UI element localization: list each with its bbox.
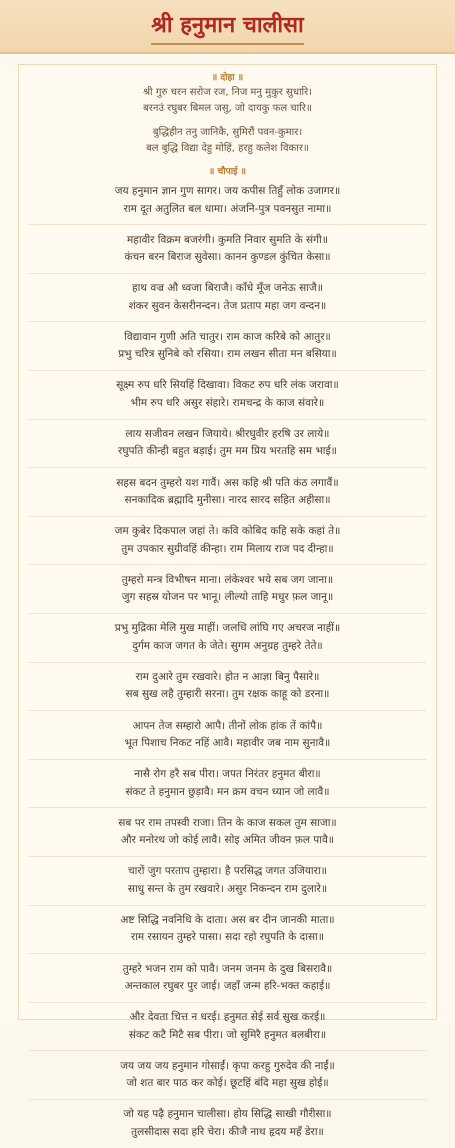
chaupai-verse-line: राम रसायन तुम्हरे पासा। सदा रहो रघुपति के दासा॥ bbox=[130, 931, 325, 944]
chaupai-verse-line: जो यह पढ़ै हनुमान चालीसा। होय सिद्धि साखी गौरीसा॥ bbox=[123, 1108, 332, 1121]
chaupai-verse-line: दुर्गम काज जगत के जेते। सुगम अनुग्रह तुम्हरे तेते॥ bbox=[132, 639, 323, 652]
chaupai-verse bbox=[29, 766, 426, 808]
chaupai-verse-line: जय जय जय हनुमान गोसाईं। कृपा करहु गुरुदेव की नाईं॥ bbox=[120, 1059, 335, 1072]
chaupai-verse bbox=[29, 280, 426, 322]
chaupai-verse bbox=[29, 620, 426, 662]
doha-verse-line: बरनउं रघुबर बिमल जसु, जो दायकु फल चारि॥ bbox=[143, 103, 312, 114]
chaupai-verse-line: जुग सहस्र योजन पर भानू। लील्यो ताहि मधुर फ़ल जानू॥ bbox=[121, 591, 334, 604]
chaupai-verse bbox=[29, 669, 426, 711]
chaupai-verse bbox=[29, 377, 426, 419]
chaupai-verse-line: तुम्हरे भजन राम को पावै। जनम जनम के दुख बिसरावै॥ bbox=[122, 962, 333, 975]
chaupai-verse-line: भीम रुप धरि असुर संहारे। रामचन्द्र के काज संवारे॥ bbox=[130, 396, 325, 409]
chalisa-card bbox=[18, 64, 437, 1138]
chaupai-verse-line: जय हनुमान ज्ञान गुण सागर। जय कपीस तिहुँ लोक उजागर॥ bbox=[114, 185, 341, 197]
chaupai-verse bbox=[29, 232, 426, 274]
chaupai-verse-line: जम कुबेर दिकपाल जहां ते। कवि कोबिद कहि सके कहां ते॥ bbox=[114, 525, 341, 538]
chaupai-verse-line: तुम्हरो मन्त्र विभीषन माना। लंकेश्वर भये सब जग जाना॥ bbox=[121, 573, 334, 586]
chaupai-verse bbox=[29, 572, 426, 614]
doha-verse bbox=[29, 85, 426, 121]
chaupai-verse-line: सनकादिक ब्रह्मादि मुनीसा। नारद सारद सहित अहीसा॥ bbox=[124, 494, 331, 507]
chaupai-verse-line: प्रभु मुद्रिका मेलि मुख माहीं। जलधि लांघि गए अचरज नाहीं॥ bbox=[114, 622, 341, 635]
chaupai-verse-line: और देवता चित्त न धरई। हनुमत सेई सर्व सुख करई॥ bbox=[129, 1011, 326, 1024]
chaupai-verse-line: प्रभु चरित्र सुनिबे को रसिया। राम लखन सीता मन बसिया॥ bbox=[118, 348, 337, 361]
chaupai-verse bbox=[29, 815, 426, 857]
chaupai-verse bbox=[29, 1009, 426, 1051]
chaupai-verse-line: रघुपति कीन्ही बहुत बड़ाई। तुम मम प्रिय भरतहि सम भाई॥ bbox=[118, 445, 337, 458]
chaupai-verse-line: राम दूत अतुलित बल धामा। अंजनि-पुत्र पवनसुत नामा॥ bbox=[123, 202, 332, 215]
chaupai-verse bbox=[29, 426, 426, 468]
chaupai-verse-line: सहस बदन तुम्हरो यश गावैं। अस कहि श्री पति कंठ लगावैं॥ bbox=[116, 476, 339, 489]
doha-verse bbox=[29, 125, 426, 161]
page-title: श्री हनुमान चालीसा bbox=[151, 11, 303, 45]
chaupai-verse-line: कंचन बरन बिराज सुवेसा। कानन कुण्डल कुंचित केसा॥ bbox=[124, 251, 331, 264]
chaupai-verse bbox=[29, 863, 426, 905]
chaupai-verse-line: विद्यावान गुणी अति चातुर। राम काज करिबे को आतुर॥ bbox=[124, 330, 331, 343]
chaupai-verse-line: भूत पिशाच निकट नहिं आवै। महावीर जब नाम सुनावै॥ bbox=[124, 737, 331, 750]
chaupai-verse-line: साधु सन्त के तुम रखवारे। असुर निकन्दन राम दुलारे॥ bbox=[127, 882, 328, 895]
chaupai-verse-line: अष्ट सिद्धि नवनिधि के दाता। अस बर दीन जानकी माता॥ bbox=[120, 913, 335, 926]
doha-verse-line: बल बुद्धि विद्या देहु मोहिं, हरहु कलेश विकार॥ bbox=[146, 143, 309, 154]
chaupai-verse-line: जो शत बार पाठ कर कोई। छूटहिं बंदि महा सुख होई॥ bbox=[126, 1077, 329, 1090]
chaupai-verse bbox=[29, 183, 426, 225]
chaupai-verse-line: हाथ वज्र औ ध्वजा बिराजै। काँधे मूँज जनेऊ साजै॥ bbox=[132, 282, 323, 295]
chaupai-verse bbox=[29, 961, 426, 1003]
doha-verse-line: श्री गुरु चरन सरोज रज, निज मनु मुकुर सुधारि। bbox=[142, 87, 313, 98]
chaupai-verse-line: तुम उपकार सुग्रीवहिं कीन्हा। राम मिलाय राज पद दीन्हा॥ bbox=[121, 542, 334, 555]
doha-heading: ॥ दोहा ॥ bbox=[211, 73, 244, 83]
chaupai-verse-line: शंकर सुवन केसरीनन्दन। तेज प्रताप महा जग वन्दन॥ bbox=[128, 299, 327, 312]
chaupai-verse-line: लाय सजीवन लखन जियाये। श्रीरघुवीर हरषि उर लाये॥ bbox=[125, 427, 330, 440]
chaupai-verse-line: अन्तकाल रघुबर पुर जाई। जहाँ जन्म हरि-भक्त कहाई॥ bbox=[124, 980, 331, 992]
chaupai-verse-line: महावीर विक्रम बजरंगी। कुमति निवार सुमति के संगी॥ bbox=[127, 233, 328, 246]
chaupai-verse bbox=[29, 912, 426, 954]
chaupai-verse-line: नासै रोग हरै सब पीरा। जपत निरंतर हनुमत बीरा॥ bbox=[134, 768, 321, 781]
chaupai-section bbox=[19, 183, 436, 1148]
chaupai-verse-line: और मनोरथ जो कोई लावै। सोइ अमित जीवन फ़ल पावै॥ bbox=[120, 834, 335, 847]
header bbox=[0, 0, 455, 54]
chaupai-verse-line: संकट ते हनुमान छुड़ावै। मन क्रम वचन ध्यान जो लावै॥ bbox=[125, 785, 330, 798]
chaupai-heading: ॥ चौपाई ॥ bbox=[209, 167, 246, 177]
chaupai-verse-line: तुलसीदास सदा हरि चेरा। कीजै नाथ हृदय महँ डेरा॥ bbox=[131, 1125, 324, 1138]
chaupai-verse bbox=[29, 329, 426, 371]
chaupai-verse-line: सूक्ष्म रुप धरि सियहिं दिखावा। विकट रुप धरि लंक जरावा॥ bbox=[116, 379, 339, 392]
chaupai-verse-line: राम दुआरे तुम रखवारे। होत न आज्ञा बिनु पैसारे॥ bbox=[135, 670, 320, 683]
chaupai-verse-line: सब पर राम तपस्वी राजा। तिन के काज सकल तुम साजा॥ bbox=[118, 816, 337, 829]
chaupai-verse bbox=[29, 718, 426, 760]
chaupai-verse bbox=[29, 1106, 426, 1147]
chaupai-verse bbox=[29, 475, 426, 517]
chaupai-verse-line: आपन तेज सम्हारो आपै। तीनों लोक हांक तें कांपै॥ bbox=[132, 719, 323, 732]
doha-section bbox=[19, 85, 436, 161]
chaupai-verse-line: सब सुख लहै तुम्हारी सरना। तुम रक्षक काहू को डरना॥ bbox=[125, 688, 330, 701]
chaupai-verse bbox=[29, 1058, 426, 1100]
chaupai-verse bbox=[29, 523, 426, 565]
doha-verse-line: बुद्धिहीन तनु जानिकै, सुमिरौं पवन-कुमार। bbox=[152, 127, 303, 138]
chaupai-verse-line: चारों जुग परताप तुम्हारा। है परसिद्ध जगत उजियारा॥ bbox=[128, 865, 327, 878]
chaupai-verse-line: संकट कटै मिटै सब पीरा। जो सुमिरै हनुमत बलबीरा॥ bbox=[128, 1028, 327, 1041]
